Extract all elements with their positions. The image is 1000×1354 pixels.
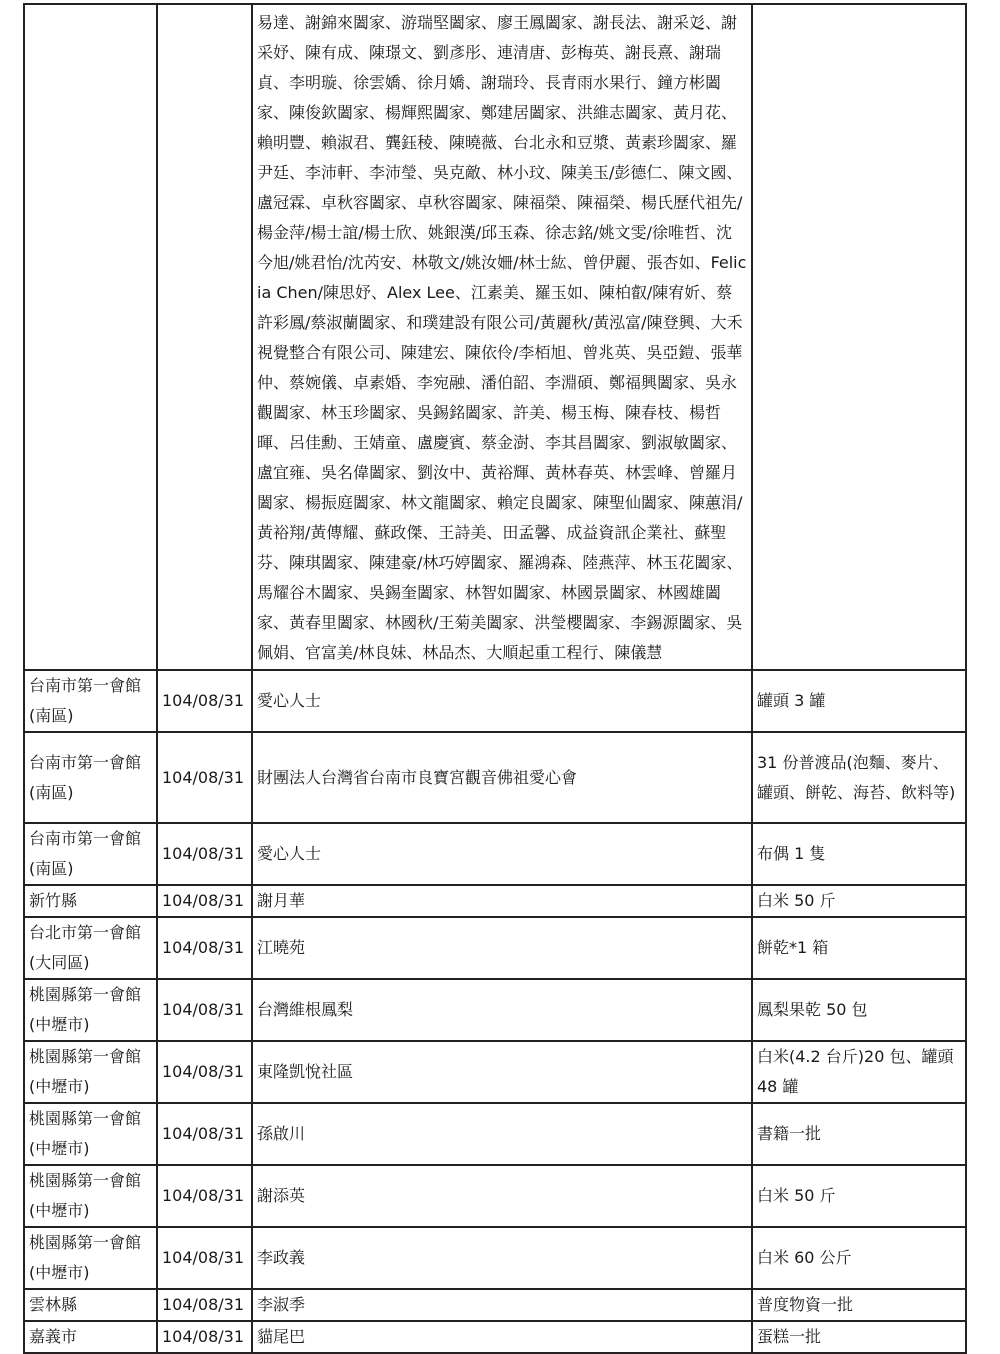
item-cell: 白米 50 斤 — [752, 885, 966, 917]
donor-cell: 孫啟川 — [252, 1103, 752, 1165]
donor-cell: 江曉苑 — [252, 917, 752, 979]
donor-cell: 財團法人台灣省台南市良寶宮觀音佛祖愛心會 — [252, 732, 752, 823]
date-cell: 104/08/31 — [157, 917, 252, 979]
item-cell: 書籍一批 — [752, 1103, 966, 1165]
table-row — [24, 917, 966, 979]
item-cell: 鳳梨果乾 50 包 — [752, 979, 966, 1041]
table-row — [24, 1227, 966, 1289]
donation-table-body — [24, 4, 966, 1353]
donor-cell: 李淑季 — [252, 1289, 752, 1321]
location-cell: 桃園縣第一會館(中壢市) — [24, 1103, 157, 1165]
date-cell: 104/08/31 — [157, 1103, 252, 1165]
date-cell — [157, 4, 252, 670]
location-cell: 台南市第一會館(南區) — [24, 670, 157, 732]
date-cell: 104/08/31 — [157, 1041, 252, 1103]
location-cell: 台南市第一會館(南區) — [24, 823, 157, 885]
table-row — [24, 885, 966, 917]
table-row — [24, 979, 966, 1041]
donor-cell: 東隆凱悅社區 — [252, 1041, 752, 1103]
item-cell: 布偶 1 隻 — [752, 823, 966, 885]
table-row — [24, 4, 966, 670]
donor-cell: 愛心人士 — [252, 823, 752, 885]
table-row — [24, 1041, 966, 1103]
date-cell: 104/08/31 — [157, 732, 252, 823]
table-row — [24, 1165, 966, 1227]
location-cell: 新竹縣 — [24, 885, 157, 917]
date-cell: 104/08/31 — [157, 1289, 252, 1321]
location-cell: 嘉義市 — [24, 1321, 157, 1353]
date-cell: 104/08/31 — [157, 670, 252, 732]
item-cell: 餅乾*1 箱 — [752, 917, 966, 979]
donor-cell: 謝月華 — [252, 885, 752, 917]
donor-cell: 謝添英 — [252, 1165, 752, 1227]
location-cell: 台北市第一會館(大同區) — [24, 917, 157, 979]
item-cell: 普度物資一批 — [752, 1289, 966, 1321]
date-cell: 104/08/31 — [157, 1165, 252, 1227]
table-row — [24, 823, 966, 885]
location-cell: 桃園縣第一會館(中壢市) — [24, 1227, 157, 1289]
location-cell: 桃園縣第一會館(中壢市) — [24, 1041, 157, 1103]
location-cell — [24, 4, 157, 670]
donor-cell: 李政義 — [252, 1227, 752, 1289]
item-cell: 白米 60 公斤 — [752, 1227, 966, 1289]
location-cell: 桃園縣第一會館(中壢市) — [24, 979, 157, 1041]
donor-cell: 台灣維根鳳梨 — [252, 979, 752, 1041]
donor-cell: 愛心人士 — [252, 670, 752, 732]
date-cell: 104/08/31 — [157, 885, 252, 917]
date-cell: 104/08/31 — [157, 1321, 252, 1353]
donor-cell: 貓尾巴 — [252, 1321, 752, 1353]
location-cell: 桃園縣第一會館(中壢市) — [24, 1165, 157, 1227]
item-cell: 罐頭 3 罐 — [752, 670, 966, 732]
location-cell: 台南市第一會館(南區) — [24, 732, 157, 823]
donation-table — [23, 3, 967, 1354]
item-cell — [752, 4, 966, 670]
table-row — [24, 1321, 966, 1353]
item-cell: 白米(4.2 台斤)20 包、罐頭 48 罐 — [752, 1041, 966, 1103]
table-row — [24, 670, 966, 732]
date-cell: 104/08/31 — [157, 823, 252, 885]
table-row — [24, 732, 966, 823]
item-cell: 白米 50 斤 — [752, 1165, 966, 1227]
donor-cell: 易達、謝錦來闔家、游瑞堅闔家、廖王鳳闔家、謝長法、謝采彣、謝采妤、陳有成、陳璟文、劉彥彤、連清唐、彭梅英、謝長熹、謝瑞貞、李明璇、徐雲嬌、徐月嬌、謝瑞玲、長青雨水果行、鐘方彬闔家、陳俊欽闔家、楊輝熙闔家、鄭建居闔家、洪維志闔家、黃月花、賴明豐、賴淑君、龔鈺稜、陳曉薇、台北永和豆漿、黃素珍闔家、羅尹廷、李沛軒、李沛瑩、吳克敵、林小玟、陳美玉/彭德仁、陳文國、盧冠霖、卓秋容闔家、卓秋容闔家、陳福榮、陳福榮、楊氏歷代祖先/楊金萍/楊士誼/楊士欣、姚銀漢/邱玉森、徐志銘/姚文雯/徐唯哲、沈今旭/姚君怡/沈芮安、林敬文/姚汝姍/林士紘、曾伊麗、張杏如、Felicia Chen/陳思妤、Alex Lee、江素美、羅玉如、陳柏叡/陳宥妡、蔡許彩鳳/蔡淑蘭闔家、和璞建設有限公司/黃麗秋/黃泓富/陳登興、大禾視覺整合有限公司、陳建宏、陳依伶/李栢旭、曾兆英、吳亞鎧、張華仲、蔡婉儀、卓素婚、李宛融、潘伯韶、李淵碩、鄭福興闔家、吳永觀闔家、林玉珍闔家、吳錫銘闔家、許美、楊玉梅、陳春枝、楊哲暉、呂佳勳、王婧童、盧慶賓、蔡金澍、李其昌闔家、劉淑敏闔家、盧宜雍、吳名偉闔家、劉汝中、黃裕輝、黃林春英、林雲峰、曾羅月闔家、楊振庭闔家、林文龍闔家、賴定良闔家、陳聖仙闔家、陳蕙涓/黃裕翔/黃傳耀、蘇政傑、王詩美、田孟馨、成益資訊企業社、蘇聖芬、陳琪闔家、陳建豪/林巧婷闔家、羅鴻森、陸燕萍、林玉花闔家、馬耀谷木闔家、吳錫奎闔家、林智如闔家、林國景闔家、林國雄闔家、黃春里闔家、林國秋/王菊美闔家、洪瑩櫻闔家、李錫源闔家、吳佩娟、官富美/林良妹、林品杰、大順起重工程行、陳儀慧 — [252, 4, 752, 670]
table-row — [24, 1289, 966, 1321]
item-cell: 蛋糕一批 — [752, 1321, 966, 1353]
date-cell: 104/08/31 — [157, 979, 252, 1041]
table-row — [24, 1103, 966, 1165]
item-cell: 31 份普渡品(泡麵、麥片、罐頭、餅乾、海苔、飲料等) — [752, 732, 966, 823]
date-cell: 104/08/31 — [157, 1227, 252, 1289]
location-cell: 雲林縣 — [24, 1289, 157, 1321]
